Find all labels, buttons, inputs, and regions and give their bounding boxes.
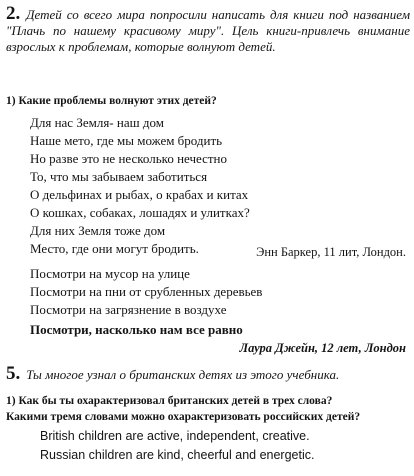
poem-1-line: Место, где они могут бродить. (30, 241, 199, 256)
task-5-number: 5. (6, 363, 21, 384)
poem-1-line: Для нас Земля- наш дом (30, 115, 164, 130)
poem-1-author: Энн Баркер, 11 лит, Лондон. (256, 245, 406, 259)
poem-1-line: О дельфинах и рыбах, о крабах и китах (30, 187, 249, 202)
poem-1-line: Но разве это не несколько нечестно (30, 151, 228, 166)
poem-1-line: Для них Земля тоже дом (30, 223, 166, 238)
task-5-intro (6, 363, 410, 384)
poem-2-line: Посмотри на загрязнение в воздухе (30, 302, 227, 317)
task-2-text: Детей со всего мира попросили написать для книги под названием "Плачь по нашему красивому миру". Цель книги-привлечь внимание взрослых к проблемам, которые волнуют детей. (6, 7, 410, 54)
task-5-text: Ты многое узнал о британских детях из этого учебника. (26, 367, 340, 382)
poem-2-author: Лаура Джейн, 12 лет, Лондон (239, 341, 406, 355)
poem-2-line: Посмотри на мусор на улице (30, 266, 190, 281)
poem-2-line: Посмотри на пни от срубленных деревьев (30, 284, 263, 299)
poem-1-line: Наше мето, где мы можем бродить (30, 133, 223, 148)
task-5-question-line-2: Какими тремя словами можно охарактеризовать российских детей? (6, 411, 361, 423)
task-5-answer-russian: Russian children are kind, cheerful and energetic. (40, 448, 315, 462)
poem-1-line: То, что мы забываем заботиться (30, 169, 208, 184)
poem-2-line: Посмотри, насколько нам все равно (30, 322, 243, 337)
task-2-number: 2. (6, 3, 21, 24)
poem-1-line: О кошках, собаках, лошадях и улитках? (30, 205, 250, 220)
task-2-intro (6, 3, 410, 55)
task-2-question: 1) Какие проблемы волнуют этих детей? (6, 95, 217, 107)
task-5-question-line-1: 1) Как бы ты охарактеризовал британских детей в трех слова? (6, 395, 333, 407)
task-5-answer-british: British children are active, independent, creative. (40, 429, 310, 443)
